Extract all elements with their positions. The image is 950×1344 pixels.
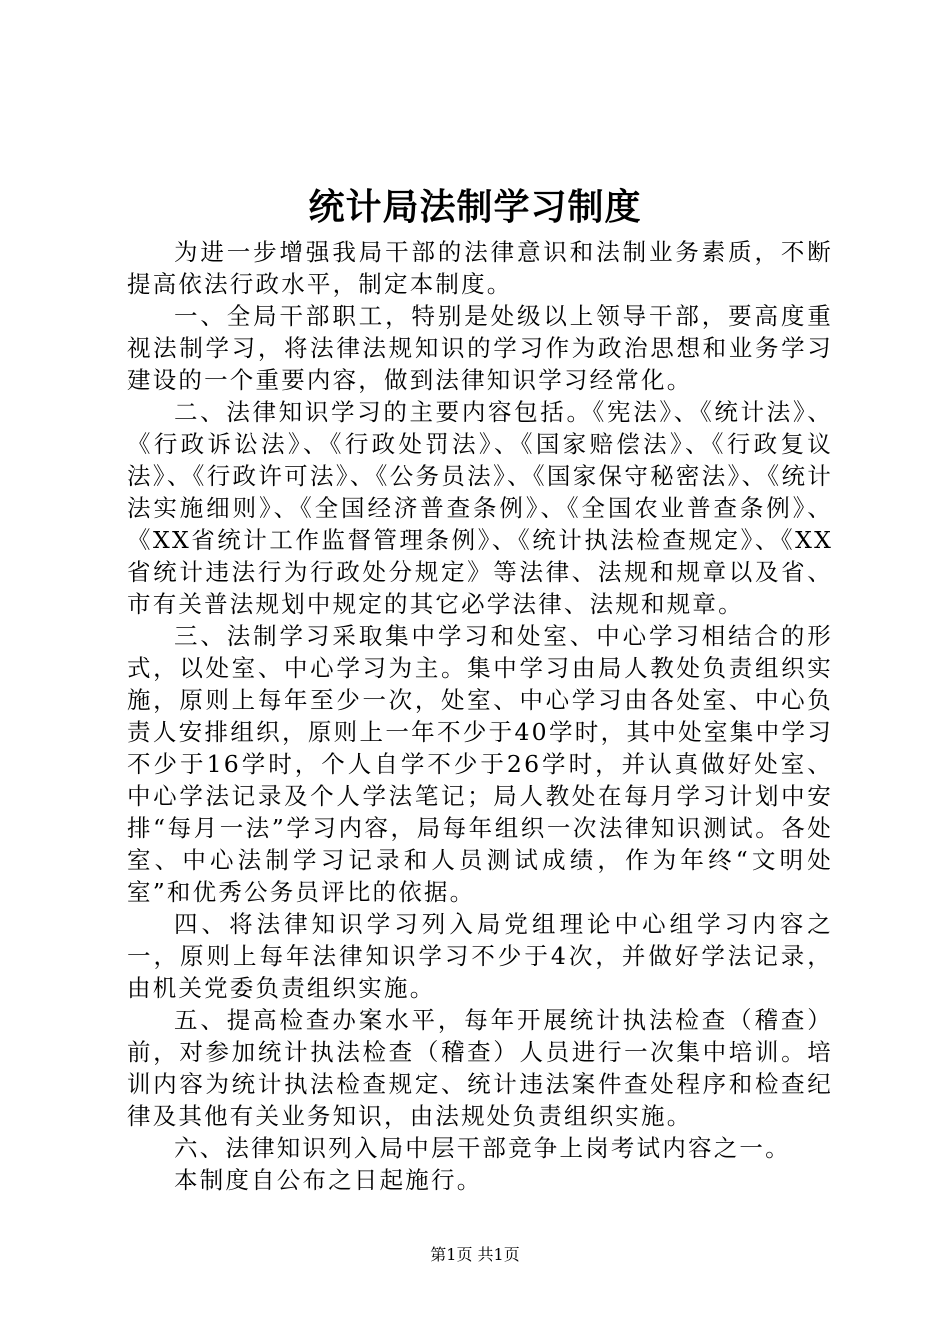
document-body [127, 236, 833, 1196]
clause-2-paragraph: 二、法律知识学习的主要内容包括。《宪法》、《统计法》、《行政诉讼法》、《行政处罚法》、《国家赔偿法》、《行政复议法》、《行政许可法》、《公务员法》、《国家保守秘密法》、《统计法实施细则》、《全国经济普查条例》、《全国农业普查条例》、《XX省统计工作监督管理条例》、《统计执法检查规定》、《XX省统计违法行为行政处分规定》等法律、法规和规章以及省、市有关普法规划中规定的其它必学法律、法规和规章。 [127, 398, 833, 618]
intro-paragraph: 为进一步增强我局干部的法律意识和法制业务素质，不断提高依法行政水平，制定本制度。 [127, 238, 833, 298]
closing-paragraph: 本制度自公布之日起施行。 [174, 1166, 483, 1194]
document-title: 统计局法制学习制度 [308, 187, 642, 228]
clause-3-paragraph: 三、法制学习采取集中学习和处室、中心学习相结合的形式，以处室、中心学习为主。集中学习由局人教处负责组织实施，原则上每年至少一次，处室、中心学习由各处室、中心负责人安排组织，原则上一年不少于40学时，其中处室集中学习不少于16学时，个人自学不少于26学时，并认真做好处室、中心学法记录及个人学法笔记；局人教处在每月学习计划中安排“每月一法”学习内容，局每年组织一次法律知识测试。各处室、中心法制学习记录和人员测试成绩，作为年终“文明处室”和优秀公务员评比的依据。 [127, 622, 833, 906]
page-footer: 第1页 共1页 [430, 1245, 520, 1264]
clause-6-paragraph: 六、法律知识列入局中层干部竞争上岗考试内容之一。 [174, 1134, 791, 1162]
clause-5-paragraph: 五、提高检查办案水平，每年开展统计执法检查（稽查）前，对参加统计执法检查（稽查）人员进行一次集中培训。培训内容为统计执法检查规定、统计违法案件查处程序和检查纪律及其他有关业务知识，由法规处负责组织实施。 [127, 1006, 833, 1130]
clause-4-paragraph: 四、将法律知识学习列入局党组理论中心组学习内容之一，原则上每年法律知识学习不少于4次，并做好学法记录，由机关党委负责组织实施。 [127, 910, 833, 1002]
clause-1-paragraph: 一、全局干部职工，特别是处级以上领导干部，要高度重视法制学习，将法律法规知识的学习作为政治思想和业务学习建设的一个重要内容，做到法律知识学习经常化。 [127, 302, 833, 394]
